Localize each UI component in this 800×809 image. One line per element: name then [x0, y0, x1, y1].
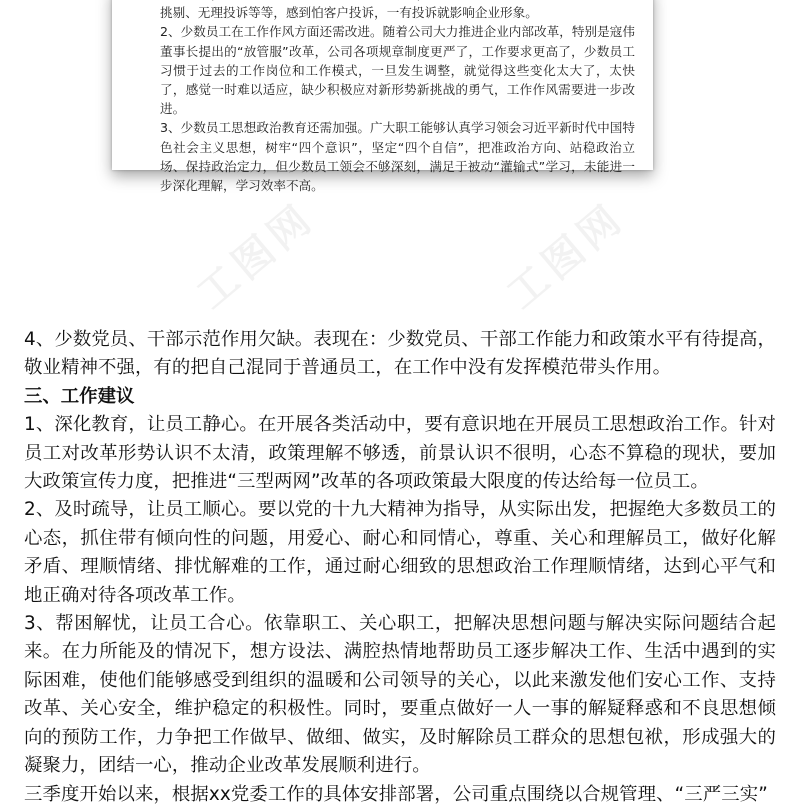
card-paragraph-1: 挑剔、无理投诉等等，感到怕客户投诉，一有投诉就影响企业形象。 — [160, 5, 538, 21]
card-paragraph-3: 3、少数员工思想政治教育还需加强。广大职工能够认真学习领会习近平新时代中国特色社会主义思想，树牢“四个意识”，坚定“四个自信”，把准政治方向、站稳政治立场、保持政治定力，但少数员工领会不够深刻，满足于被动“灌输式”学习，未能进一步深化理解，学习效率不高。 — [160, 120, 635, 194]
watermark-right: 工图网 — [498, 194, 634, 319]
suggestion-3-paragraph: 3、帮困解忧，让员工合心。依靠职工、关心职工，把解决思想问题与解决实际问题结合起来。在力所能及的情况下，想方设法、满腔热情地帮助员工逐步解决工作、生活中遇到的实际困难，使他们能够感受到组织的温暖和公司领导的关心，以此来激发他们安心工作、支持改革、关心安全，维护稳定的积极性。同时，要重点做好一人一事的解疑释惑和不良思想倾向的预防工作，力争把工作做早、做细、做实，及时解除员工群众的思想包袱，形成强大的凝聚力，团结一心，推动企业改革发展顺利进行。 — [24, 613, 776, 777]
watermark-left: 工图网 — [188, 194, 324, 319]
document-preview-card — [112, 0, 653, 194]
tail-paragraph: 三季度开始以来，根据xx党委工作的具体安排部署，公司重点围绕以合规管理、“三严三实” — [24, 783, 768, 805]
suggestion-1-paragraph: 1、深化教育，让员工静心。在开展各类活动中，要有意识地在开展员工思想政治工作。针对员工对改革形势认识不太清，政策理解不够透，前景认识不很明，心态不算稳的现状，要加大政策宣传力度，把推进“三型两网”改革的各项政策最大限度的传达给每一位员工。 — [24, 414, 776, 493]
section-heading-recommendations: 三、工作建议 — [24, 385, 135, 407]
card-paragraph-2: 2、少数员工在工作作风方面还需改进。随着公司大力推进企业内部改革，特别是寇伟董事长提出的“放管服”改革，公司各项规章制度更严了，工作要求更高了，少数员工习惯于过去的工作岗位和工作模式，一旦发生调整，就觉得这些变化太大了，太快了，感觉一时难以适应，缺少积极应对新形势新挑战的勇气，工作作风需要进一步改进。 — [160, 24, 635, 117]
item-4-paragraph: 4、少数党员、干部示范作用欠缺。表现在：少数党员、干部工作能力和政策水平有待提高，敬业精神不强，有的把自己混同于普通员工，在工作中没有发挥模范带头作用。 — [24, 329, 776, 379]
suggestion-2-paragraph: 2、及时疏导，让员工顺心。要以党的十九大精神为指导，从实际出发，把握绝大多数员工的心态，抓住带有倾向性的问题，用爱心、耐心和同情心，尊重、关心和理解员工，做好化解矛盾、理顺情绪、排忧解难的工作，通过耐心细致的思想政治工作理顺情绪，达到心平气和地正确对待各项改革工作。 — [24, 499, 776, 606]
document-body — [24, 326, 776, 809]
